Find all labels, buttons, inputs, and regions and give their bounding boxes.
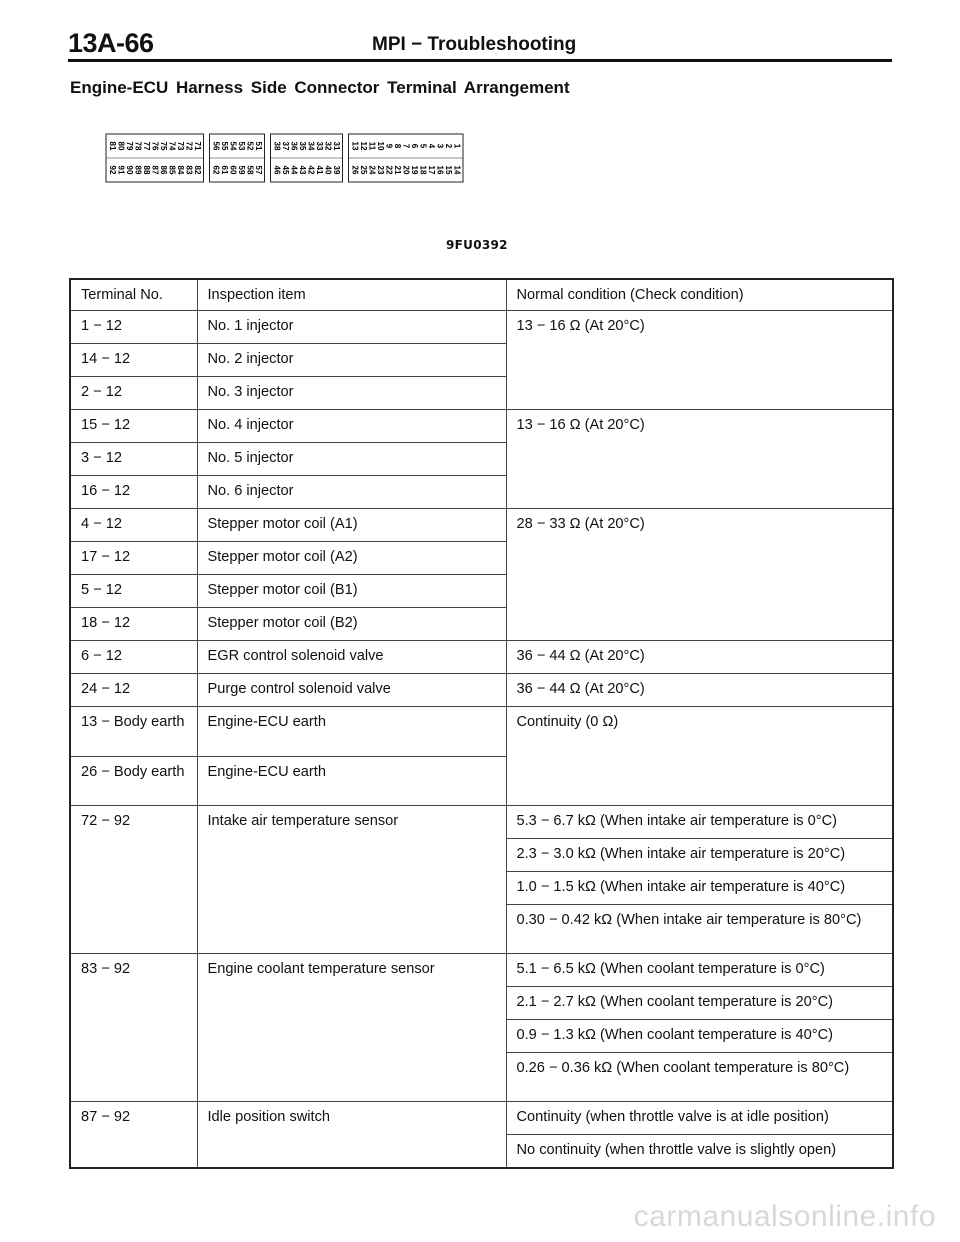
cell-inspection-item: No. 1 injector	[197, 311, 506, 344]
cell-inspection-item: Engine-ECU earth	[197, 757, 506, 806]
table-body	[70, 311, 893, 1168]
cell-inspection-item: Purge control solenoid valve	[197, 674, 506, 707]
terminal-pin-label: 80	[116, 141, 126, 151]
terminal-pin-label: 77	[141, 141, 151, 151]
terminal-pin-label: 58	[245, 165, 255, 175]
table-row	[70, 872, 893, 905]
terminal-pin-label: 4	[426, 143, 436, 149]
terminal-pin-label: 24	[367, 165, 377, 175]
cell-normal-condition: 13 − 16 Ω (At 20°C)	[506, 311, 893, 344]
terminal-pin-label: 12	[358, 141, 368, 151]
cell-normal-condition	[506, 476, 893, 509]
cell-inspection-item: Stepper motor coil (B2)	[197, 608, 506, 641]
terminal-pin-label: 86	[158, 165, 168, 175]
terminal-pin-label: 35	[297, 141, 307, 151]
terminal-pin-label: 84	[175, 165, 185, 175]
terminal-pin-label: 14	[452, 165, 462, 175]
cell-normal-condition: 5.3 − 6.7 kΩ (When intake air temperature is 0°C)	[506, 806, 893, 839]
terminal-pin-label: 25	[358, 165, 368, 175]
terminal-pin-label: 76	[150, 141, 160, 151]
cell-normal-condition: 28 − 33 Ω (At 20°C)	[506, 509, 893, 542]
cell-terminal-no	[70, 872, 197, 905]
table-row	[70, 707, 893, 757]
terminal-pin-label: 22	[384, 165, 394, 175]
terminal-pin-label: 79	[124, 141, 134, 151]
table-row	[70, 674, 893, 707]
terminal-pin-label: 15	[443, 165, 453, 175]
terminal-pin-label: 41	[314, 165, 324, 175]
terminal-pin-label: 9	[384, 143, 394, 149]
terminal-pin-label: 26	[350, 165, 360, 175]
cell-normal-condition	[506, 757, 893, 806]
cell-terminal-no	[70, 905, 197, 954]
table-row	[70, 806, 893, 839]
terminal-pin-label: 36	[289, 141, 299, 151]
table-header-row	[70, 279, 893, 311]
terminal-pin-label: 87	[150, 165, 160, 175]
cell-normal-condition	[506, 443, 893, 476]
cell-normal-condition: Continuity (0 Ω)	[506, 707, 893, 757]
terminal-pin-label: 54	[228, 141, 238, 151]
table-row	[70, 410, 893, 443]
cell-normal-condition: 0.9 − 1.3 kΩ (When coolant temperature is 40°C)	[506, 1020, 893, 1053]
cell-normal-condition: 36 − 44 Ω (At 20°C)	[506, 641, 893, 674]
cell-terminal-no: 5 − 12	[70, 575, 197, 608]
terminal-pin-label: 32	[323, 141, 333, 151]
table-row	[70, 1053, 893, 1102]
terminal-pin-label: 31	[331, 141, 341, 151]
table-row	[70, 509, 893, 542]
terminal-pin-label: 46	[272, 165, 282, 175]
cell-inspection-item	[197, 1053, 506, 1102]
terminal-pin-label: 71	[192, 141, 202, 151]
cell-normal-condition	[506, 542, 893, 575]
cell-inspection-item: No. 4 injector	[197, 410, 506, 443]
terminal-pin-label: 91	[116, 165, 126, 175]
terminal-pin-label: 6	[409, 143, 419, 149]
table-row	[70, 987, 893, 1020]
cell-normal-condition: 13 − 16 Ω (At 20°C)	[506, 410, 893, 443]
cell-terminal-no: 13 − Body earth	[70, 707, 197, 757]
terminal-table	[69, 278, 894, 1169]
terminal-pin-label: 10	[375, 141, 385, 151]
header-normal-condition: Normal condition (Check condition)	[506, 279, 893, 311]
cell-inspection-item: Engine-ECU earth	[197, 707, 506, 757]
cell-inspection-item	[197, 839, 506, 872]
terminal-pin-label: 21	[392, 165, 402, 175]
terminal-pin-label: 7	[401, 143, 411, 149]
watermark: carmanualsonline.info	[633, 1200, 936, 1233]
cell-inspection-item: Idle position switch	[197, 1102, 506, 1135]
cell-terminal-no	[70, 1135, 197, 1168]
terminal-pin-label: 85	[167, 165, 177, 175]
cell-terminal-no: 6 − 12	[70, 641, 197, 674]
terminal-pin-label: 53	[236, 141, 246, 151]
terminal-pin-label: 34	[306, 141, 316, 151]
table-row	[70, 575, 893, 608]
cell-inspection-item: Stepper motor coil (B1)	[197, 575, 506, 608]
terminal-pin-label: 23	[375, 165, 385, 175]
table-row	[70, 641, 893, 674]
cell-terminal-no: 18 − 12	[70, 608, 197, 641]
cell-terminal-no: 72 − 92	[70, 806, 197, 839]
table-row	[70, 377, 893, 410]
cell-inspection-item: No. 6 injector	[197, 476, 506, 509]
cell-terminal-no: 17 − 12	[70, 542, 197, 575]
terminal-pin-label: 39	[331, 165, 341, 175]
terminal-pin-label: 62	[211, 165, 221, 175]
terminal-pin-label: 78	[133, 141, 143, 151]
cell-normal-condition: 5.1 − 6.5 kΩ (When coolant temperature is 0°C)	[506, 954, 893, 987]
table-row	[70, 954, 893, 987]
cell-terminal-no: 83 − 92	[70, 954, 197, 987]
cell-inspection-item	[197, 1135, 506, 1168]
cell-terminal-no	[70, 987, 197, 1020]
cell-terminal-no: 3 − 12	[70, 443, 197, 476]
terminal-pin-label: 73	[175, 141, 185, 151]
cell-inspection-item	[197, 1020, 506, 1053]
header-terminal-no: Terminal No.	[70, 279, 197, 311]
cell-normal-condition: 2.3 − 3.0 kΩ (When intake air temperature is 20°C)	[506, 839, 893, 872]
terminal-pin-label: 11	[367, 141, 377, 151]
terminal-pin-label: 74	[167, 141, 177, 151]
cell-inspection-item: No. 2 injector	[197, 344, 506, 377]
terminal-pin-label: 20	[401, 165, 411, 175]
section-heading: Engine-ECU Harness Side Connector Terminal Arrangement	[70, 78, 570, 97]
cell-inspection-item	[197, 987, 506, 1020]
table-row	[70, 542, 893, 575]
terminal-pin-label: 43	[297, 165, 307, 175]
terminal-pin-label: 52	[245, 141, 255, 151]
cell-normal-condition: 0.30 − 0.42 kΩ (When intake air temperature is 80°C)	[506, 905, 893, 954]
terminal-pin-label: 19	[409, 165, 419, 175]
cell-normal-condition: 36 − 44 Ω (At 20°C)	[506, 674, 893, 707]
terminal-pin-label: 2	[443, 143, 453, 149]
terminal-pin-label: 90	[124, 165, 134, 175]
cell-inspection-item: No. 3 injector	[197, 377, 506, 410]
terminal-pin-label: 3	[435, 143, 445, 149]
cell-terminal-no: 1 − 12	[70, 311, 197, 344]
cell-inspection-item: EGR control solenoid valve	[197, 641, 506, 674]
terminal-pin-label: 18	[418, 165, 428, 175]
table-row	[70, 344, 893, 377]
terminal-pin-label: 57	[253, 165, 263, 175]
table-row	[70, 1020, 893, 1053]
cell-normal-condition: 2.1 − 2.7 kΩ (When coolant temperature is 20°C)	[506, 987, 893, 1020]
terminal-pin-label: 8	[392, 143, 402, 149]
terminal-pin-label: 89	[133, 165, 143, 175]
cell-terminal-no: 14 − 12	[70, 344, 197, 377]
page-header-title: MPI − Troubleshooting	[372, 34, 577, 55]
cell-normal-condition: 0.26 − 0.36 kΩ (When coolant temperature is 80°C)	[506, 1053, 893, 1102]
cell-terminal-no	[70, 1053, 197, 1102]
cell-terminal-no: 87 − 92	[70, 1102, 197, 1135]
cell-terminal-no	[70, 839, 197, 872]
header-inspection-item: Inspection item	[197, 279, 506, 311]
terminal-pin-label: 13	[350, 141, 360, 151]
cell-normal-condition	[506, 608, 893, 641]
cell-terminal-no: 4 − 12	[70, 509, 197, 542]
cell-terminal-no	[70, 1020, 197, 1053]
terminal-pin-label: 51	[253, 141, 263, 151]
cell-terminal-no: 15 − 12	[70, 410, 197, 443]
terminal-pin-label: 17	[426, 165, 436, 175]
cell-normal-condition	[506, 377, 893, 410]
cell-normal-condition: Continuity (when throttle valve is at idle position)	[506, 1102, 893, 1135]
header-rule	[68, 59, 892, 62]
cell-inspection-item: No. 5 injector	[197, 443, 506, 476]
cell-normal-condition	[506, 575, 893, 608]
cell-normal-condition	[506, 344, 893, 377]
terminal-pin-label: 88	[141, 165, 151, 175]
terminal-pin-label: 5	[418, 143, 428, 149]
terminal-pin-label: 83	[184, 165, 194, 175]
terminal-pin-label: 37	[280, 141, 290, 151]
connector-terminal-diagram	[104, 133, 482, 183]
terminal-pin-label: 56	[211, 141, 221, 151]
cell-inspection-item: Stepper motor coil (A1)	[197, 509, 506, 542]
terminal-pin-label: 42	[306, 165, 316, 175]
cell-inspection-item: Engine coolant temperature sensor	[197, 954, 506, 987]
terminal-pin-label: 38	[272, 141, 282, 151]
terminal-pin-label: 60	[228, 165, 238, 175]
figure-code: 9FU0392	[446, 238, 508, 252]
table-row	[70, 443, 893, 476]
table-row	[70, 608, 893, 641]
table-row	[70, 1135, 893, 1168]
terminal-pin-label: 81	[107, 141, 117, 151]
cell-inspection-item: Intake air temperature sensor	[197, 806, 506, 839]
table-row	[70, 905, 893, 954]
terminal-pin-label: 59	[236, 165, 246, 175]
terminal-pin-label: 1	[452, 143, 462, 149]
table-row	[70, 757, 893, 806]
table-row	[70, 311, 893, 344]
terminal-pin-label: 44	[289, 165, 299, 175]
cell-inspection-item	[197, 872, 506, 905]
terminal-pin-label: 82	[192, 165, 202, 175]
cell-terminal-no: 26 − Body earth	[70, 757, 197, 806]
terminal-pin-label: 72	[184, 141, 194, 151]
terminal-pin-label: 40	[323, 165, 333, 175]
terminal-pin-label: 55	[219, 141, 229, 151]
cell-terminal-no: 24 − 12	[70, 674, 197, 707]
terminal-pin-label: 33	[314, 141, 324, 151]
terminal-pin-label: 75	[158, 141, 168, 151]
table-row	[70, 1102, 893, 1135]
terminal-pin-label: 61	[219, 165, 229, 175]
terminal-pin-label: 45	[280, 165, 290, 175]
table-row	[70, 476, 893, 509]
table-row	[70, 839, 893, 872]
terminal-pin-label: 16	[435, 165, 445, 175]
page-number: 13A-66	[68, 28, 154, 58]
cell-inspection-item	[197, 905, 506, 954]
cell-normal-condition: 1.0 − 1.5 kΩ (When intake air temperature is 40°C)	[506, 872, 893, 905]
cell-terminal-no: 16 − 12	[70, 476, 197, 509]
terminal-pin-label: 92	[107, 165, 117, 175]
cell-inspection-item: Stepper motor coil (A2)	[197, 542, 506, 575]
cell-normal-condition: No continuity (when throttle valve is slightly open)	[506, 1135, 893, 1168]
cell-terminal-no: 2 − 12	[70, 377, 197, 410]
